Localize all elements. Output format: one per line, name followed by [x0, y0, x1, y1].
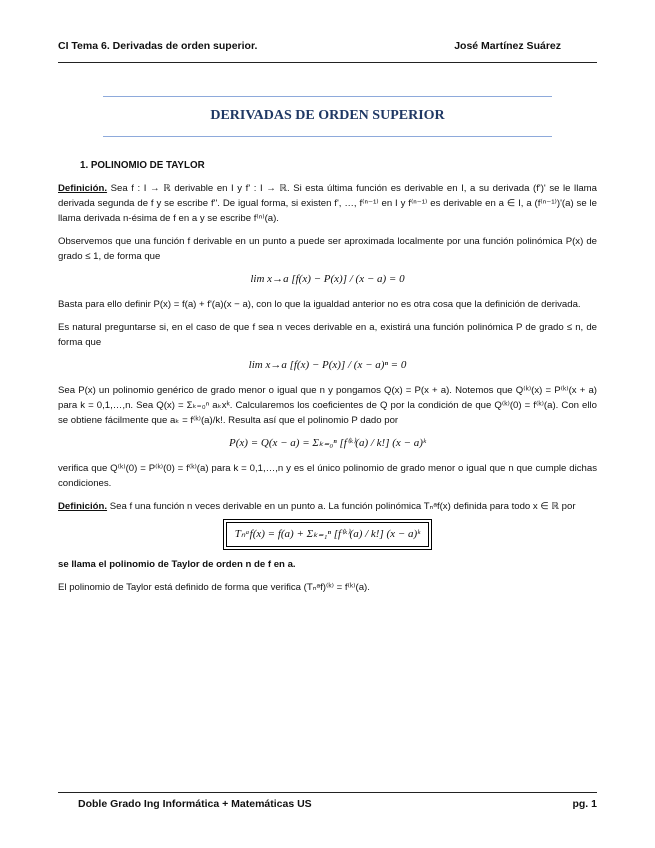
definition-1-text: Sea f : I → ℝ derivable en I y f' : I → ℝ. Si esta última función es derivable en I, a su derivada (f')' se le llama derivada segunda de f y se escribe f''. De igual forma, si existen f', …, f⁽ⁿ⁻¹⁾ en I y f⁽ⁿ⁻¹⁾ es derivable en a ∈ I, a (f⁽ⁿ⁻¹⁾)'(a) se le llama derivada n-ésima de f en a y se escribe f⁽ⁿ⁾(a).	[58, 183, 597, 224]
definition-2-text: Sea f una función n veces derivable en un punto a. La función polinómica Tₙᵃf(x) definida para todo x ∈ ℝ por	[109, 501, 576, 512]
paragraph-8: El polinomio de Taylor está definido de forma que verifica (Tₙᵃf)⁽ᵏ⁾ = f⁽ᵏ⁾(a).	[58, 582, 370, 593]
paragraph-7: se llama el polinomio de Taylor de orden n de f en a.	[58, 559, 296, 570]
document-body	[58, 158, 597, 603]
paragraph-6: verifica que Q⁽ᵏ⁾(0) = P⁽ᵏ⁾(0) = f⁽ᵏ⁾(a) para k = 0,1,…,n y es el único polinomio de grado menor o igual que n que cumple dichas condiciones.	[58, 463, 597, 489]
equation-1: lim x→a [f(x) − P(x)] / (x − a) = 0	[250, 273, 405, 285]
header-left: CI Tema 6. Derivadas de orden superior.	[58, 40, 258, 52]
taylor-formula-box	[58, 522, 597, 547]
title-rule-top	[103, 96, 552, 97]
paragraph-4: Es natural preguntarse si, en el caso de que f sea n veces derivable en a, existirá una función polinómica P de grado ≤ n, de forma que	[58, 322, 597, 348]
definition-1	[58, 181, 597, 226]
header-rule	[58, 62, 597, 63]
page-number: pg. 1	[572, 798, 597, 810]
paragraph-3: Basta para ello definir P(x) = f(a) + f'(a)(x − a), con lo que la igualdad anterior no es otra cosa que la definición de derivada.	[58, 299, 581, 310]
equation-2: lim x→a [f(x) − P(x)] / (x − a)ⁿ = 0	[248, 359, 407, 371]
definition-2	[58, 499, 597, 514]
definition-2-label: Definición.	[58, 501, 108, 512]
title-rule-bottom	[103, 136, 552, 137]
footer-rule	[58, 792, 597, 793]
footer-left: Doble Grado Ing Informática + Matemáticas US	[78, 798, 312, 810]
paragraph-5: Sea P(x) un polinomio genérico de grado menor o igual que n y pongamos Q(x) = P(x + a). Notemos que Q⁽ᵏ⁾(x) = P⁽ᵏ⁾(x + a) para k = 0,1,…,n. Sea Q(x) = Σₖ₌₀ⁿ aₖxᵏ. Calcularemos los coeficientes de Q por la condición de que Q⁽ᵏ⁾(0) = f⁽ᵏ⁾(a). Con ello se obtiene fácilmente que aₖ = f⁽ᵏ⁾(a)/k!. Resulta así que el polinomio P dado por	[58, 385, 597, 426]
page-title: DERIVADAS DE ORDEN SUPERIOR	[210, 108, 445, 123]
paragraph-2: Observemos que una función f derivable en un punto a puede ser aproximada localmente por una función polinómica P(x) de grado ≤ 1, de forma que	[58, 236, 597, 262]
taylor-formula: Tₙᵃf(x) = f(a) + Σₖ₌₁ⁿ [f⁽ᵏ⁾(a) / k!] (x − a)ᵏ	[226, 522, 429, 547]
definition-1-label: Definición.	[58, 183, 108, 194]
section-heading: 1. POLINOMIO DE TAYLOR	[80, 160, 205, 171]
header-right: José Martínez Suárez	[454, 40, 561, 52]
equation-3: P(x) = Q(x − a) = Σₖ₌₀ⁿ [f⁽ᵏ⁾(a) / k!] (x − a)ᵏ	[229, 437, 426, 449]
